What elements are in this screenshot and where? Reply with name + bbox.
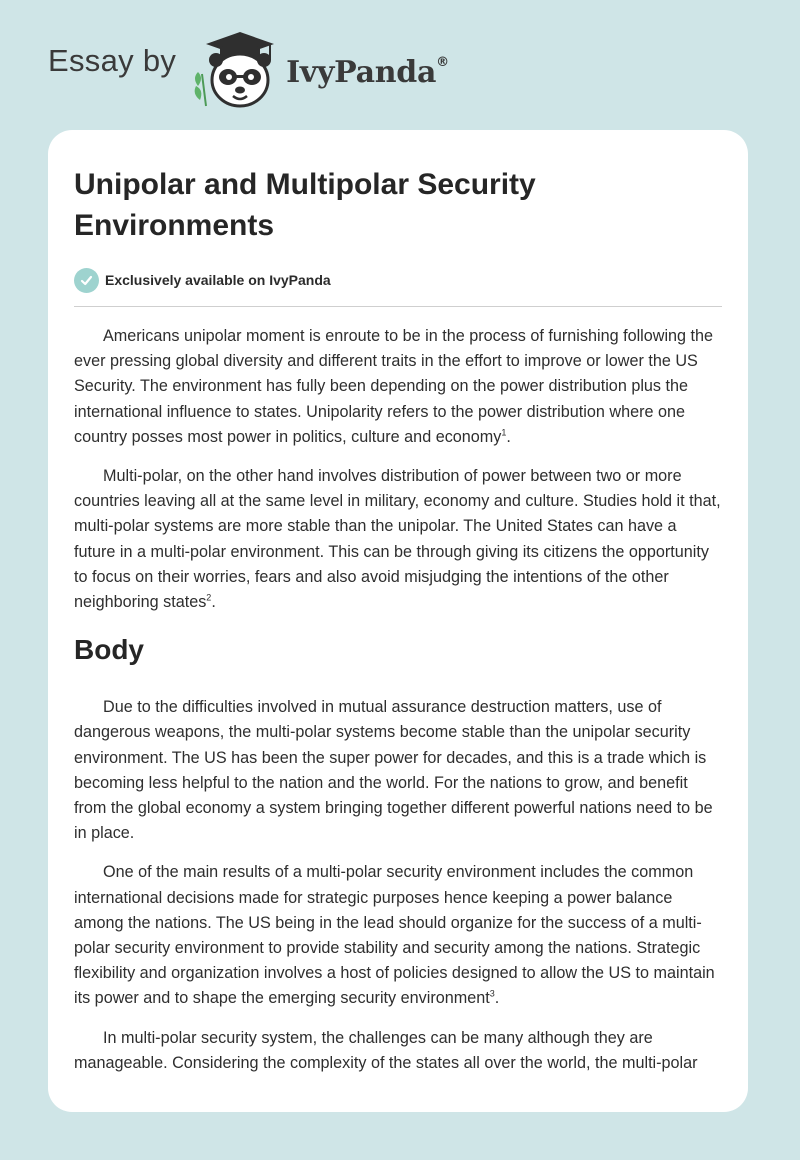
paragraph-text: One of the main results of a multi-polar security environment includes the common international decisions made for strategic purposes hence keeping a power balance among the nations. The US being in the lead should organize for the success of a multi-polar security environment to provide stability and security among the nations. Strategic flexibility and organization involves a host of policies designed to allow the US to maintain its power and to shape the emerging security environment [74, 863, 715, 1008]
paragraph [74, 860, 722, 1011]
check-icon [74, 268, 99, 293]
footnote-ref[interactable]: 3 [489, 989, 495, 1000]
essay-by-label: Essay by [48, 43, 177, 78]
exclusive-text: Exclusively available on IvyPanda [105, 272, 331, 288]
footnote-ref[interactable]: 1 [501, 427, 507, 438]
registered-mark: ® [436, 54, 449, 70]
divider [74, 306, 722, 307]
site-header [48, 30, 548, 110]
paragraph-text: Multi-polar, on the other hand involves distribution of power between two or more countries leaving all at the same level in military, economy and culture. Studies hold it that, multi-polar systems are more stable than the unipolar. The United States can have a future in a multi-polar environment. This can be through giving its citizens the opportunity to focus on their worries, fears and also avoid misjudging the intentions of the other neighboring states [74, 467, 721, 612]
section-heading: Body [74, 634, 144, 666]
paragraph-text: Due to the difficulties involved in mutual assurance destruction matters, use of dangerous weapons, the multi-polar systems become stable than the unipolar security environment. The US has been the super power for decades, and this is a trade which is becoming less helpful to the nation and the world. For the nations to grow, and benefit from the global economy a system bringing together different powerful nations need to be in place. [74, 698, 713, 843]
paragraph-text: In multi-polar security system, the challenges can be many although they are manageable. Considering the complexity of the states all over the world, the multi-polar [74, 1028, 698, 1072]
paragraph [74, 324, 722, 450]
brand-name[interactable] [286, 55, 449, 90]
paragraph-text: Americans unipolar moment is enroute to be in the process of furnishing following the ever pressing global diversity and different traits in the effort to improve or lower the US Security. The environment has fully been depending on the power distribution plus the international influence to states. Unipolarity refers to the power distribution where one country posses most power in politics, culture and economy [74, 327, 714, 446]
paragraph-end: . [506, 427, 511, 446]
paragraph-end: . [211, 593, 216, 612]
paragraph [74, 1026, 722, 1076]
paragraph-end: . [494, 989, 500, 1008]
paragraph [74, 464, 722, 615]
footnote-ref[interactable]: 2 [206, 592, 212, 603]
panda-logo-icon[interactable] [190, 30, 286, 110]
article-card [48, 130, 748, 1112]
article-title: Unipolar and Multipolar Security Environments [74, 168, 536, 242]
paragraph [74, 695, 722, 846]
brand-text: IvyPanda [286, 54, 437, 90]
exclusive-badge [74, 266, 722, 294]
